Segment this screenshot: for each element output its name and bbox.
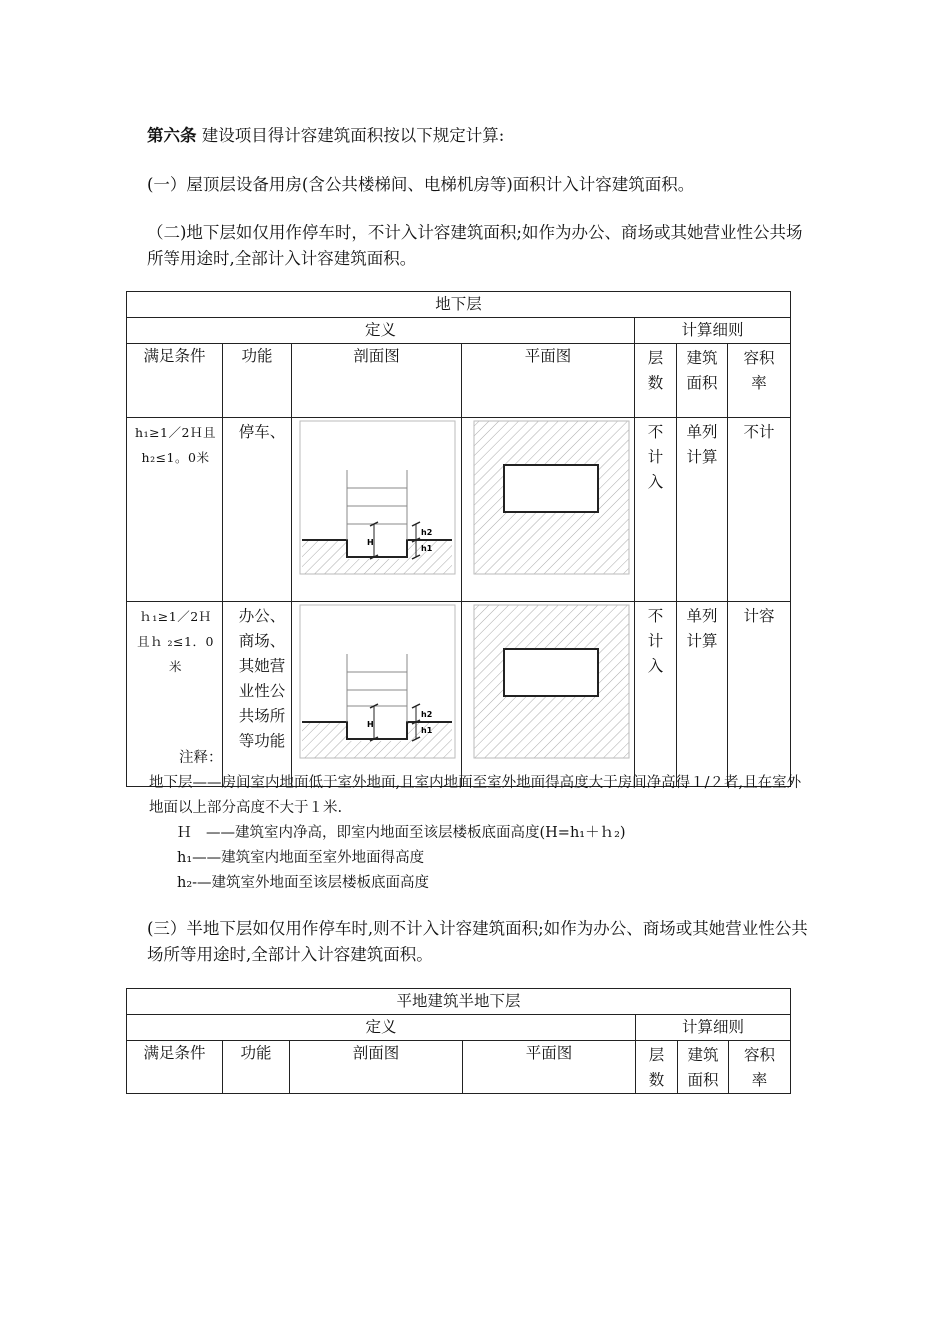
table-row bbox=[127, 418, 791, 602]
col-header-far: 容积率 bbox=[729, 1041, 791, 1094]
area-cell: 单列计算 bbox=[677, 418, 728, 602]
plan-figure-cell bbox=[462, 418, 635, 602]
note-basement-definition bbox=[119, 771, 814, 821]
col-header-area: 建筑面积 bbox=[677, 344, 728, 418]
label-H: H bbox=[367, 720, 374, 729]
col-header-plan: 平面图 bbox=[463, 1041, 636, 1094]
col-header-section: 剖面图 bbox=[290, 1041, 463, 1094]
col-header-function: 功能 bbox=[223, 344, 292, 418]
label-h1: h1 bbox=[421, 544, 433, 553]
article-6-paragraph bbox=[147, 123, 812, 149]
note-h1: h₁——建筑室内地面至室外地面得高度 bbox=[177, 850, 425, 866]
note-H: Ｈ ——建筑室内净高，即室内地面至该层楼板底面高度(H=h₁＋ｈ₂) bbox=[177, 825, 626, 841]
note-basement-text: 地下层——房间室内地面低于室外地面,且室内地面至室外地面得高度大于房间净高得１/２者,且在室外地面以上部分高度不大于１米. bbox=[149, 775, 802, 816]
area-cell: 单列计算 bbox=[677, 602, 728, 787]
note-h2: h₂-—建筑室外地面至该层楼板底面高度 bbox=[177, 875, 430, 891]
item-3: (三）半地下层如仅用作停车时,则不计入计容建筑面积;如作为办公、商场或其她营业性公共场所等用途时,全部计入计容建筑面积。 bbox=[147, 919, 808, 964]
floors-cell: 不计入 bbox=[635, 418, 677, 602]
item-2: （二)地下层如仅用作停车时，不计入计容建筑面积;如作为办公、商场或其她营业性公共场所等用途时,全部计入计容建筑面积。 bbox=[147, 223, 803, 268]
label-h2: h2 bbox=[421, 710, 433, 719]
function-cell: 停车、 bbox=[223, 418, 292, 602]
section-figure-cell bbox=[292, 418, 462, 602]
semi-basement-table bbox=[126, 988, 791, 1094]
article-heading: 第六条 bbox=[147, 126, 197, 145]
section-diagram bbox=[292, 418, 462, 593]
label-h2: h2 bbox=[421, 528, 433, 537]
far-cell: 计容 bbox=[728, 602, 791, 787]
calc-rules-header: 计算细则 bbox=[636, 1015, 791, 1041]
article-intro: 建设项目得计容建筑面积按以下规定计算: bbox=[196, 126, 505, 145]
floors-cell: 不计入 bbox=[635, 602, 677, 787]
function-cell: 办公、商场、其她营业性公共场所等功能 bbox=[223, 602, 292, 787]
notes-block bbox=[149, 746, 814, 896]
table-title: 地下层 bbox=[127, 292, 791, 318]
item-1: (一）屋顶层设备用房(含公共楼梯间、电梯机房等)面积计入计容建筑面积。 bbox=[147, 175, 695, 194]
label-H: H bbox=[367, 538, 374, 547]
col-header-function: 功能 bbox=[223, 1041, 290, 1094]
table-title: 平地建筑半地下层 bbox=[127, 989, 791, 1015]
col-header-area: 建筑面积 bbox=[678, 1041, 729, 1094]
calc-rules-header: 计算细则 bbox=[635, 318, 791, 344]
definition-header: 定义 bbox=[127, 1015, 636, 1041]
plan-diagram bbox=[462, 418, 635, 593]
far-cell: 不计 bbox=[728, 418, 791, 602]
condition-cell: ｈ₁≥1／2Ｈ且ｈ ₂≤1．0米 bbox=[127, 602, 223, 787]
notes-label: 注释： bbox=[179, 750, 223, 766]
col-header-far: 容积率 bbox=[728, 344, 791, 418]
col-header-section: 剖面图 bbox=[292, 344, 462, 418]
col-header-plan: 平面图 bbox=[462, 344, 635, 418]
col-header-condition: 满足条件 bbox=[127, 344, 223, 418]
label-h1: h1 bbox=[421, 726, 433, 735]
definition-header: 定义 bbox=[127, 318, 635, 344]
basement-table bbox=[126, 291, 791, 787]
col-header-floors: 层数 bbox=[636, 1041, 678, 1094]
condition-cell: h₁≥1／2Ｈ且h₂≤1。0米 bbox=[127, 418, 223, 602]
col-header-condition: 满足条件 bbox=[127, 1041, 223, 1094]
col-header-floors: 层数 bbox=[635, 344, 677, 418]
